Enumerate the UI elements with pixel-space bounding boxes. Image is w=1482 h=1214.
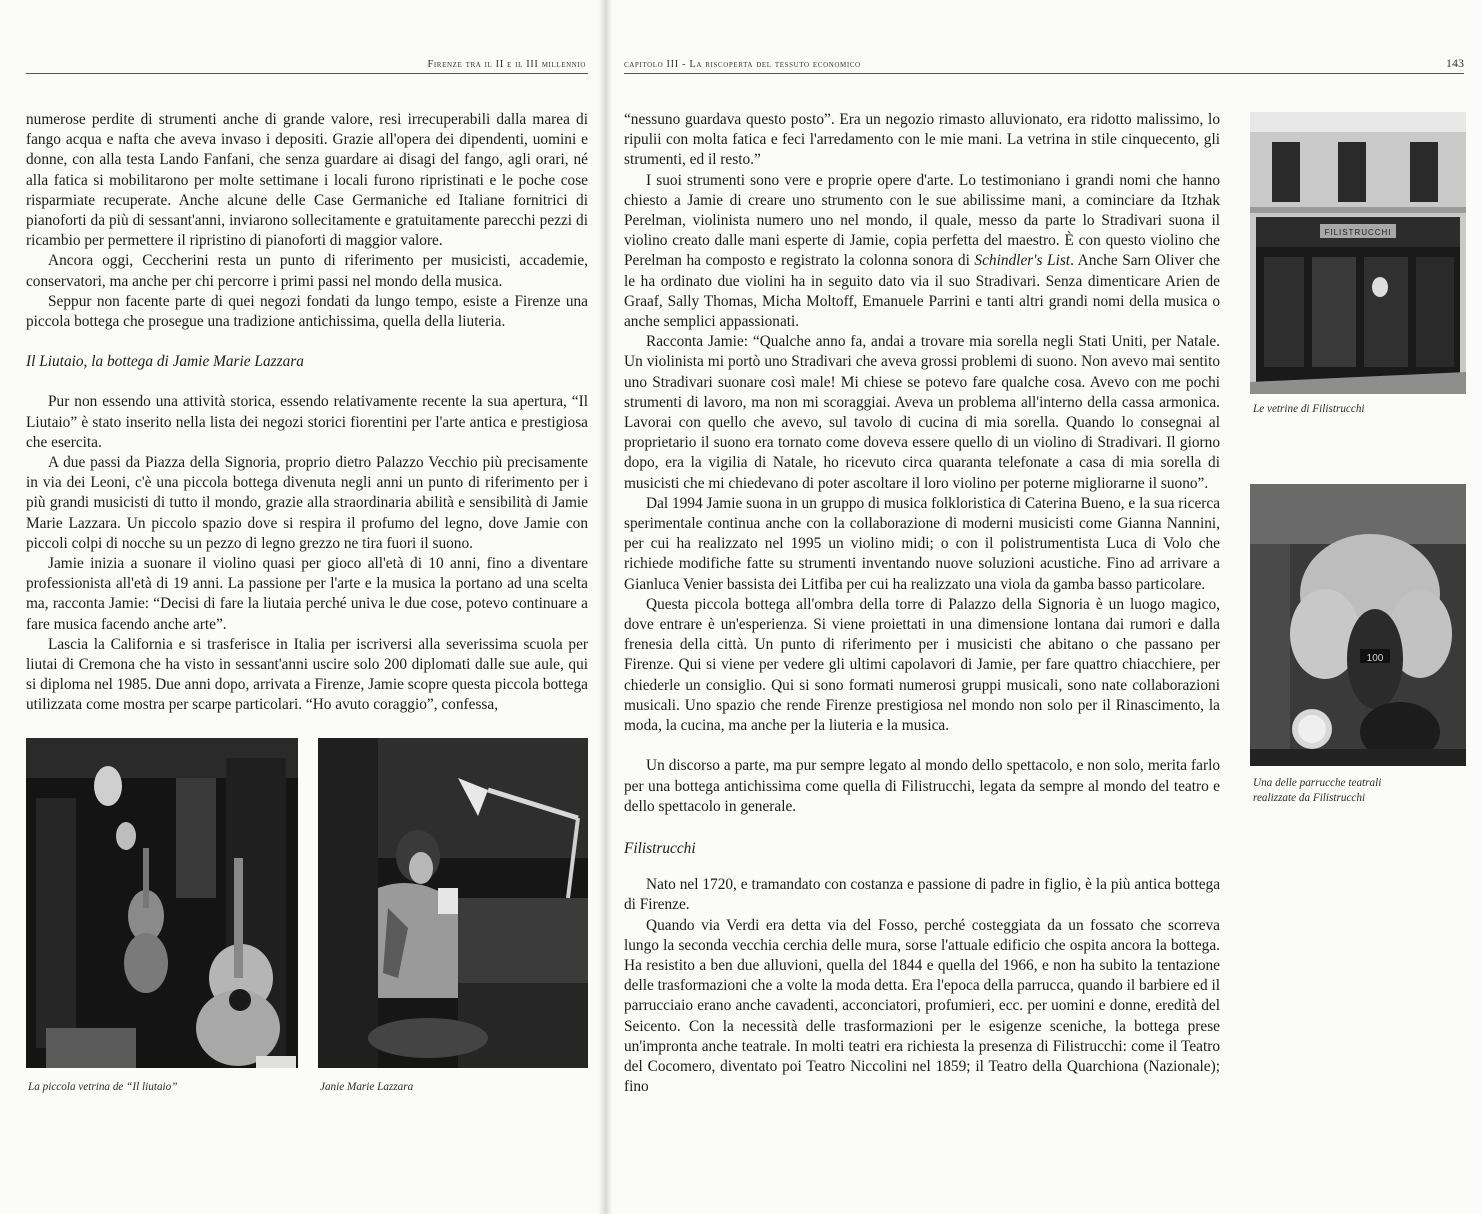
paragraph: Nato nel 1720, e tramandato con costanza e passione di padre in figlio, è la più antica bottega di Firenze. (624, 876, 1220, 914)
mannequin-label: 100 (1366, 653, 1384, 664)
paragraph: Racconta Jamie: “Qualche anno fa, andai a trovare mia sorella negli Stati Uniti, per Natale. Un violinista mi portò uno Stradivari che aveva grossi problemi di suono. Non avevo mai sentito uno Stradivari suonare così male! Mi chiese se potevo fare qualche cosa. Avevo con me pochi strumenti di lavoro, ma non mi scoraggiai. Aveva un problema all'interno della cassa armonica. Lavorai con quello che avevo, sul tavolo di cucina di mia sorella. Quando lo consegnai al proprietario il suono era tornato come doveva essere quello di un violino di Stradivari. Il giorno dopo, era la vigilia di Natale, ho ricevuto circa quaranta telefonate a casa di mia sorella di musicisti che mi chiedevano di poter ascoltare il loro violino per poterne migliorarne il suono”. (624, 333, 1220, 492)
left-text-column (26, 110, 588, 716)
caption-line: Una delle parrucche teatrali (1253, 777, 1382, 789)
paragraph: Dal 1994 Jamie suona in un gruppo di musica folkloristica di Caterina Bueno, e la sua ricerca sperimentale continua anche con la collaborazione di moderni musicisti come Gianna Nannini, per cui ha realizzato nel 1995 un violino midi; o con il polistrumentista Luca di Volo che richiede modifiche fatte su strumenti inventando nuove soluzioni acustiche. Fino ad arrivare a Gianluca Venier bassista dei Litfiba per cui ha realizzato una viola da gamba basso particolare. (624, 494, 1220, 593)
caption-photo-wig (1253, 776, 1469, 806)
paragraph: numerose perdite di strumenti anche di grande valore, resi irrecuperabili dalla marea di fango acqua e nafta che aveva invaso i depositi. Grazie all'opera dei dipendenti, uomini e donne, con alla testa Lando Fanfani, che senza guardare ai disagi del fango, agli orari, né alla fatica si mobilitarono per molte settimane i locali furono ripristinati e le poche cose risparmiate recuperate. Anche alcune delle Case Germaniche ed Italiane fornitrici di pianoforti da più di sessant'anni, inviarono sollecitamente e gratuitamente parecchi pezzi di ricambio per permettere il ripristino di pianoforti di maggior valore. (26, 111, 588, 250)
film-title: Schindler's List (974, 252, 1071, 270)
section-heading-liutaio: Il Liutaio, la bottega di Jamie Marie Lazzara (26, 353, 304, 371)
paragraph: Seppur non facente parte di quei negozi fondati da lungo tempo, esiste a Firenze una piccola bottega che prosegue una tradizione antichissima, quella della liuteria. (26, 292, 588, 331)
photo-filistrucchi-wig (1250, 484, 1466, 766)
caption-photo-jamie: Janie Marie Lazzara (320, 1081, 414, 1093)
right-page (604, 0, 1482, 1214)
paragraph: Lascia la California e si trasferisce in Italia per iscriversi alla severissima scuola per liutai di Cremona che ha visto in sessant'anni uscire solo 200 diplomati dalle sue aule, qui si diploma nel 1985. Due anni dopo, arrivata a Firenze, Jamie scopre questa piccola bottega utilizzata come mostra per scarpe particolari. “Ho avuto coraggio”, confessa, (26, 635, 588, 714)
paragraph: Pur non essendo una attività storica, essendo relativamente recente la sua apertura, “Il Liutaio” è stato inserito nella lista dei negozi storici fiorentini per l'arte antica e prestigiosa che esercita. (26, 393, 588, 451)
paragraph: Jamie inizia a suonare il violino quasi per gioco all'età di 10 anni, fino a diventare professionista all'età di 19 anni. La passione per l'arte e la musica la portano ad una scelta ma, racconta Jamie: “Decisi di fare la liutaia perché univa le due cose, potevo continuare a fare musica facendo anche arte”. (26, 555, 588, 633)
caption-line: realizzate da Filistrucchi (1253, 792, 1366, 804)
running-head-right: capitolo III - La riscoperta del tessuto economico (624, 59, 861, 70)
paragraph: A due passi da Piazza della Signoria, proprio dietro Palazzo Vecchio più precisamente in via dei Leoni, c'è una piccola bottega divenuta negli anni un punto di riferimento per i più grandi musicisti di tutto il mondo, grazie alla straordinaria abilità e sensibilità di Jamie Marie Lazzara. Un piccolo spazio dove si respira il profumo del legno, dove Jamie con piccoli colpi di nocche su un pezzo di legno grezzo ne tira fuori il suono. (26, 454, 588, 552)
caption-photo-liutaio: La piccola vetrina de “Il liutaio” (28, 1081, 178, 1093)
section-heading-filistrucchi: Filistrucchi (624, 839, 696, 857)
header-rule-right (624, 73, 1464, 74)
photo-filistrucchi-storefront (1250, 112, 1466, 394)
paragraph: Quando via Verdi era detta via del Fosso, perché costeggiata da un fossato che scorreva lungo la seconda vecchia cerchia delle mura, sorse l'attuale edificio che ospita ancora la bottega. Ha resistito a ben due alluvioni, quella del 1844 e quella del 1966, e non ha subito la tentazione delle trasformazioni che a volte la moda detta. Era l'epoca della parrucca, quando il barbiere ed il parrucciaio erano anche cavadenti, acconciatori, profumieri, ecc. per uomini e donne, eredità del Seicento. Con la necessità delle trasformazioni per le esigenze sceniche, la bottega prese un'impronta anche teatrale. In molti teatri era richiesta la presenza di Filistrucchi: come il Teatro del Cocomero, diventato poi Teatro Niccolini nel 1859; il Teatro della Quarchiona (Nazionale); fino (624, 916, 1220, 1096)
paragraph: Ancora oggi, Ceccherini resta un punto di riferimento per musicisti, accademie, conservatori, ma anche per chi percorre i primi passi nel mondo della musica. (26, 252, 588, 290)
paragraph: “nessuno guardava questo posto”. Era un negozio rimasto alluvionato, era ridotto malissimo, lo ripulii con molta fatica e feci l'arredamento con le mie mani. La vetrina in stile cinquecento, gli strumenti, ed il resto.” (624, 111, 1220, 169)
left-page (0, 0, 604, 1214)
storefront-sign-text: FILISTRUCCHI (1324, 228, 1392, 237)
running-head-left: Firenze tra il II e il III millennio (427, 59, 586, 70)
paragraph: Questa piccola bottega all'ombra della torre di Palazzo della Signoria è un luogo magico, dove entrare è un'esperienza. Si viene proiettati in una dimensione lontana dai rumori e dalla frenesia della città. Un punto di riferimento per i musicisti che abitano o che passano per Firenze. Qui si viene per vedere gli ultimi capolavori di Jamie, per fare quattro chiacchiere, per chiederle un consiglio. Qui si sono formati numerosi gruppi musicali, sono nate collaborazioni musicali. Uno spazio che rende Firenze prestigiosa nel mondo non solo per il Rinascimento, la moda, la cucina, ma anche per la liuteria e la musica. (624, 595, 1220, 735)
paragraph-text: . Anche Sarn Oliver che le ha ordinato due violini ha in seguito dato via il suo Stradivari. Senza dimenticare Arien de Graaf, Sally Thomas, Micha Moltoff, Emanuele Parrini e tanti altri grandi nomi della musica o anche semplici appassionati. (624, 252, 1220, 331)
caption-photo-storefront: Le vetrine di Filistrucchi (1253, 403, 1365, 415)
paragraph-text: I suoi strumenti sono vere e proprie opere d'arte. Lo testimoniano i grandi nomi che hanno chiesto a Jamie di creare uno strumento con le sue abilissime mani, a cominciare da Itzhak Perelman, violinista numero uno nel mondo, il quale, messo da parte lo Stradivari suona il violino creato dalle mani esperte di Jamie, copia perfetta del maestro. È con questo violino che Perelman ha composto e registrato la colonna sonora di (624, 171, 1220, 270)
right-text-column (624, 110, 1220, 1097)
paragraph (624, 171, 1220, 333)
paragraph: Un discorso a parte, ma pur sempre legato al mondo dello spettacolo, e non solo, merita farlo per una bottega antichissima come quella di Filistrucchi, legata da sempre al mondo del teatro e dello spettacolo in generale. (624, 757, 1220, 815)
photo-jamie-lazzara (318, 738, 588, 1068)
page-number: 143 (1446, 56, 1464, 70)
header-rule-left (26, 73, 588, 74)
photo-liutaio-shop-window (26, 738, 298, 1068)
